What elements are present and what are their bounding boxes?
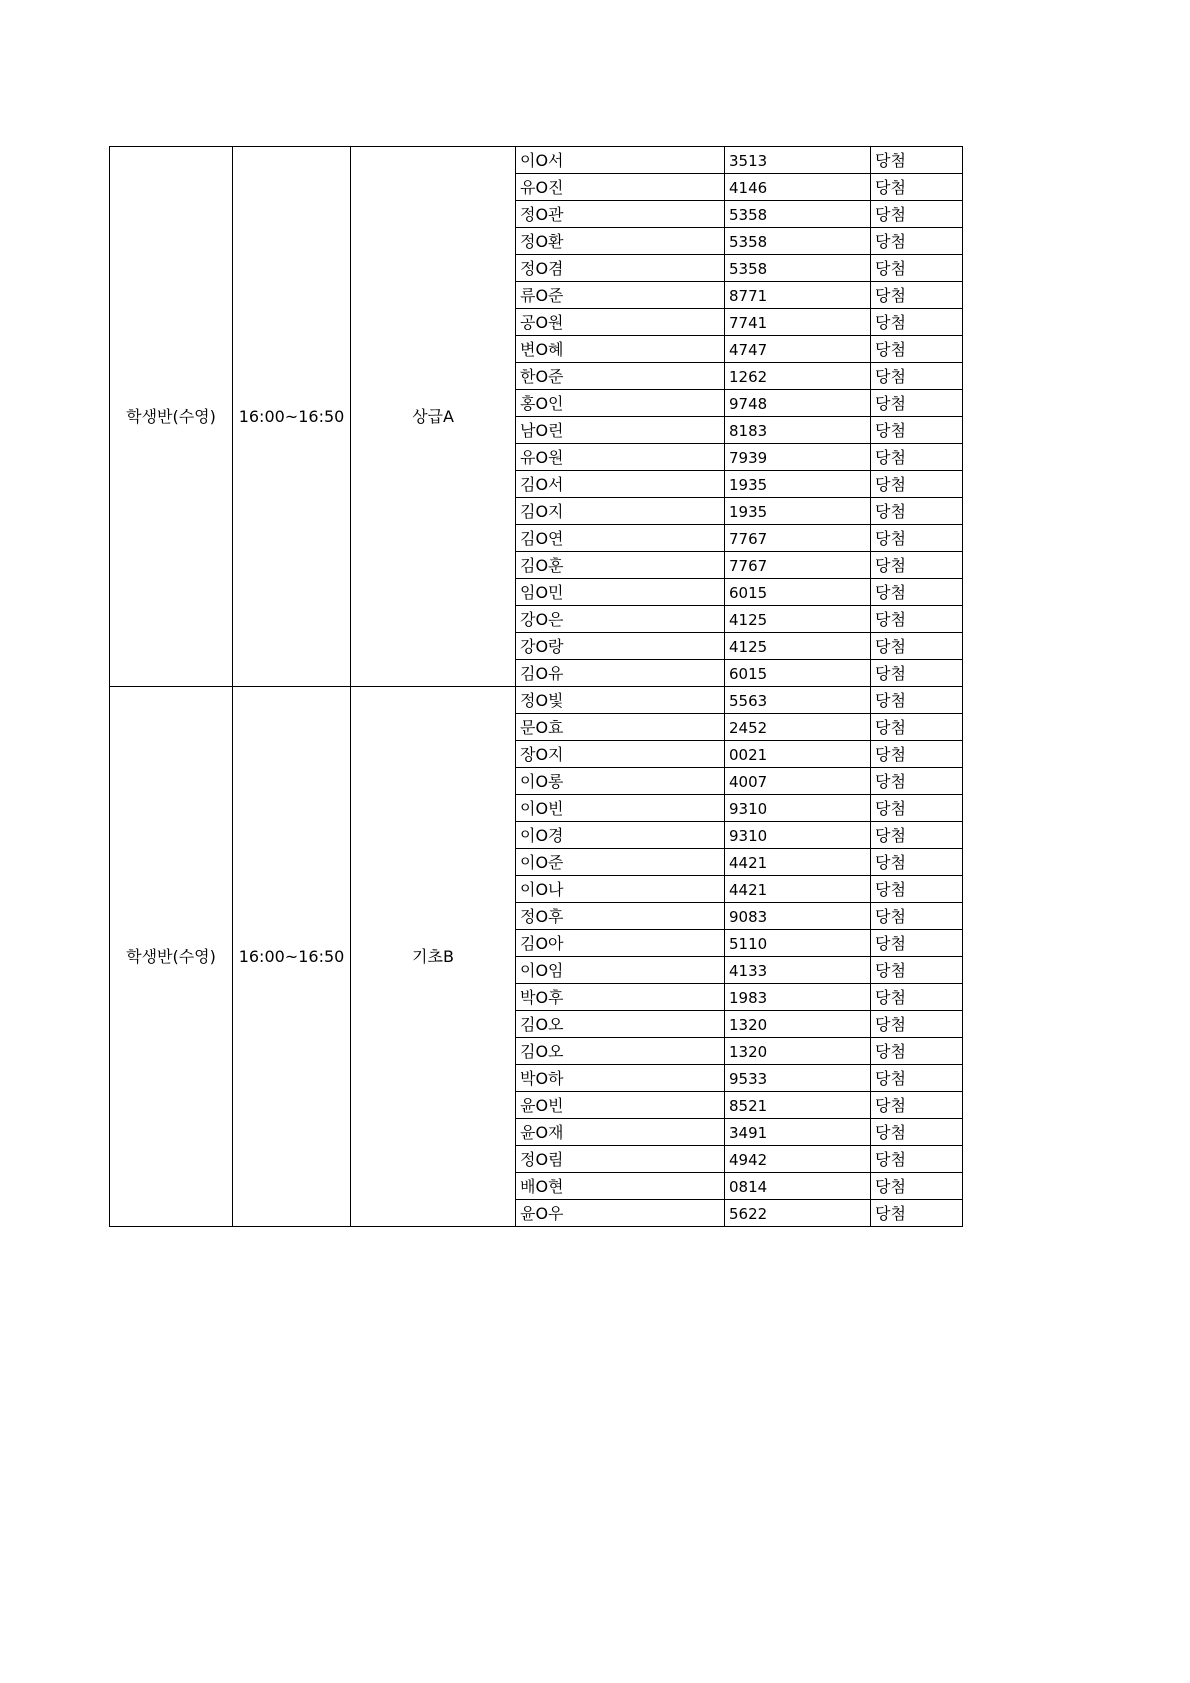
number-cell: 7767: [725, 552, 871, 579]
number-cell: 6015: [725, 579, 871, 606]
program-cell: 학생반(수영): [110, 687, 233, 1227]
result-cell: 당첨: [871, 1092, 963, 1119]
program-cell: 학생반(수영): [110, 147, 233, 687]
number-cell: 3513: [725, 147, 871, 174]
name-cell: 김O지: [516, 498, 725, 525]
time-cell: 16:00~16:50: [233, 687, 351, 1227]
number-cell: 1320: [725, 1011, 871, 1038]
name-cell: 공O원: [516, 309, 725, 336]
result-cell: 당첨: [871, 849, 963, 876]
result-cell: 당첨: [871, 687, 963, 714]
number-cell: 4146: [725, 174, 871, 201]
number-cell: 2452: [725, 714, 871, 741]
name-cell: 김O훈: [516, 552, 725, 579]
number-cell: 1320: [725, 1038, 871, 1065]
name-cell: 강O랑: [516, 633, 725, 660]
number-cell: 5110: [725, 930, 871, 957]
result-cell: 당첨: [871, 147, 963, 174]
number-cell: 5563: [725, 687, 871, 714]
lottery-results-table: [109, 146, 963, 1227]
name-cell: 한O준: [516, 363, 725, 390]
number-cell: 4421: [725, 876, 871, 903]
number-cell: 5358: [725, 228, 871, 255]
name-cell: 이O롱: [516, 768, 725, 795]
result-cell: 당첨: [871, 336, 963, 363]
result-cell: 당첨: [871, 309, 963, 336]
number-cell: 7767: [725, 525, 871, 552]
number-cell: 9533: [725, 1065, 871, 1092]
result-cell: 당첨: [871, 579, 963, 606]
name-cell: 박O하: [516, 1065, 725, 1092]
number-cell: 8183: [725, 417, 871, 444]
result-cell: 당첨: [871, 1173, 963, 1200]
name-cell: 김O오: [516, 1038, 725, 1065]
name-cell: 강O은: [516, 606, 725, 633]
result-cell: 당첨: [871, 633, 963, 660]
name-cell: 이O빈: [516, 795, 725, 822]
number-cell: 8521: [725, 1092, 871, 1119]
name-cell: 정O후: [516, 903, 725, 930]
result-cell: 당첨: [871, 498, 963, 525]
name-cell: 류O준: [516, 282, 725, 309]
result-cell: 당첨: [871, 930, 963, 957]
result-cell: 당첨: [871, 876, 963, 903]
number-cell: 4133: [725, 957, 871, 984]
name-cell: 윤O빈: [516, 1092, 725, 1119]
table-body: [110, 147, 963, 1227]
name-cell: 유O원: [516, 444, 725, 471]
name-cell: 이O준: [516, 849, 725, 876]
number-cell: 4747: [725, 336, 871, 363]
level-cell: 상급A: [351, 147, 516, 687]
name-cell: 유O진: [516, 174, 725, 201]
number-cell: 0021: [725, 741, 871, 768]
name-cell: 김O유: [516, 660, 725, 687]
name-cell: 김O서: [516, 471, 725, 498]
number-cell: 9748: [725, 390, 871, 417]
result-cell: 당첨: [871, 822, 963, 849]
result-cell: 당첨: [871, 1011, 963, 1038]
name-cell: 정O환: [516, 228, 725, 255]
name-cell: 남O린: [516, 417, 725, 444]
result-cell: 당첨: [871, 363, 963, 390]
result-cell: 당첨: [871, 282, 963, 309]
result-cell: 당첨: [871, 1038, 963, 1065]
name-cell: 이O임: [516, 957, 725, 984]
number-cell: 1935: [725, 471, 871, 498]
number-cell: 9310: [725, 822, 871, 849]
number-cell: 4421: [725, 849, 871, 876]
time-cell: 16:00~16:50: [233, 147, 351, 687]
name-cell: 김O연: [516, 525, 725, 552]
table-row: [110, 687, 963, 714]
name-cell: 정O빛: [516, 687, 725, 714]
result-cell: 당첨: [871, 795, 963, 822]
number-cell: 5358: [725, 201, 871, 228]
result-cell: 당첨: [871, 228, 963, 255]
name-cell: 이O나: [516, 876, 725, 903]
result-cell: 당첨: [871, 957, 963, 984]
name-cell: 정O림: [516, 1146, 725, 1173]
name-cell: 문O효: [516, 714, 725, 741]
name-cell: 변O혜: [516, 336, 725, 363]
number-cell: 4007: [725, 768, 871, 795]
result-cell: 당첨: [871, 1119, 963, 1146]
name-cell: 김O아: [516, 930, 725, 957]
number-cell: 0814: [725, 1173, 871, 1200]
level-cell: 기초B: [351, 687, 516, 1227]
result-cell: 당첨: [871, 525, 963, 552]
name-cell: 임O민: [516, 579, 725, 606]
number-cell: 9310: [725, 795, 871, 822]
number-cell: 5622: [725, 1200, 871, 1227]
number-cell: 4125: [725, 633, 871, 660]
name-cell: 이O서: [516, 147, 725, 174]
name-cell: 윤O우: [516, 1200, 725, 1227]
number-cell: 7741: [725, 309, 871, 336]
name-cell: 정O관: [516, 201, 725, 228]
result-cell: 당첨: [871, 444, 963, 471]
result-cell: 당첨: [871, 660, 963, 687]
number-cell: 4125: [725, 606, 871, 633]
result-cell: 당첨: [871, 1200, 963, 1227]
name-cell: 장O지: [516, 741, 725, 768]
number-cell: 8771: [725, 282, 871, 309]
result-cell: 당첨: [871, 768, 963, 795]
number-cell: 3491: [725, 1119, 871, 1146]
result-cell: 당첨: [871, 552, 963, 579]
number-cell: 1262: [725, 363, 871, 390]
result-cell: 당첨: [871, 606, 963, 633]
name-cell: 윤O재: [516, 1119, 725, 1146]
number-cell: 7939: [725, 444, 871, 471]
name-cell: 배O현: [516, 1173, 725, 1200]
result-cell: 당첨: [871, 741, 963, 768]
number-cell: 1983: [725, 984, 871, 1011]
result-cell: 당첨: [871, 1065, 963, 1092]
name-cell: 박O후: [516, 984, 725, 1011]
number-cell: 1935: [725, 498, 871, 525]
result-cell: 당첨: [871, 255, 963, 282]
number-cell: 9083: [725, 903, 871, 930]
result-cell: 당첨: [871, 714, 963, 741]
result-cell: 당첨: [871, 471, 963, 498]
table-row: [110, 147, 963, 174]
result-cell: 당첨: [871, 174, 963, 201]
result-cell: 당첨: [871, 201, 963, 228]
number-cell: 4942: [725, 1146, 871, 1173]
number-cell: 5358: [725, 255, 871, 282]
name-cell: 김O오: [516, 1011, 725, 1038]
result-cell: 당첨: [871, 984, 963, 1011]
name-cell: 이O경: [516, 822, 725, 849]
result-cell: 당첨: [871, 903, 963, 930]
result-cell: 당첨: [871, 417, 963, 444]
result-cell: 당첨: [871, 390, 963, 417]
name-cell: 홍O인: [516, 390, 725, 417]
result-cell: 당첨: [871, 1146, 963, 1173]
number-cell: 6015: [725, 660, 871, 687]
name-cell: 정O겸: [516, 255, 725, 282]
